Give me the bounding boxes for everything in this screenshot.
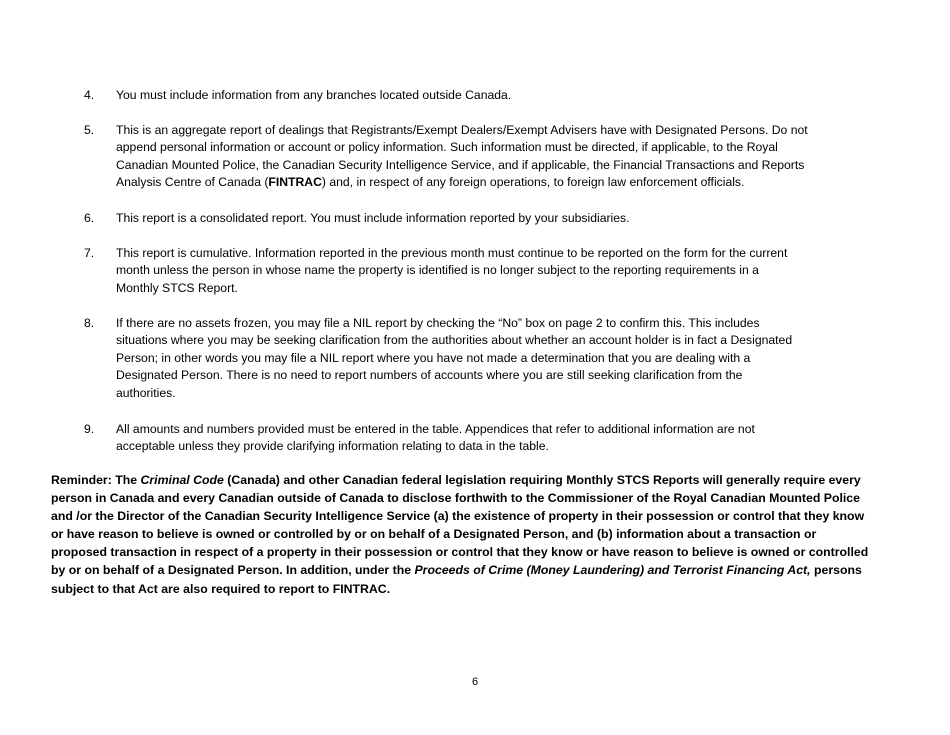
proceeds-of-crime-act-italic: Proceeds of Crime (Money Laundering) and Terrorist Financing Act, [414, 563, 811, 578]
item-number: 5. [84, 123, 95, 137]
fintrac-bold: FINTRAC [268, 175, 322, 190]
item-number: 4. [84, 88, 95, 102]
reminder-paragraph [51, 471, 901, 598]
item-text [116, 122, 874, 192]
reminder-text: (Canada) and other Canadian federal legislation requiring Monthly STCS Reports will generally require every person in Canada and every Canadian outside of Canada to disclose forthwith to the Commissioner of the Royal Canadian Mounted Police and /or the Director of the Canadian Security Intelligence Service (a) the existence of property in their possession or control that they know or have reason to believe is owned or controlled by or on behalf of a Designated Person, and (b) information about a transaction or proposed transaction in respect of a property in their possession or control that they know or have reason to believe is owned or controlled by or on behalf of a Designated Person. In addition, under the [51, 473, 869, 578]
item-number: 8. [84, 316, 95, 330]
list-item-9 [84, 421, 874, 456]
page-number: 6 [471, 676, 479, 688]
list-item-6 [84, 210, 874, 227]
list-item-8 [84, 315, 874, 402]
list-item-7 [84, 245, 874, 297]
item-number: 9. [84, 422, 95, 436]
item-text-part: This is an aggregate report of dealings that Registrants/Exempt Dealers/Exempt Advisers have with Designated Persons. Do not append personal information or account or policy information. Such information must be directed, if applicable, to the Royal Canadian Mounted Police, the Canadian Security Intelligence Service, and if applicable, the Financial Transactions and Reports Analysis Centre of Canada ( [116, 123, 808, 190]
item-number: 6. [84, 211, 95, 225]
list-item-4 [84, 87, 874, 104]
item-text: This report is a consolidated report. You must include information reported by your subsidiaries. [116, 211, 630, 225]
list-item-5 [84, 122, 874, 192]
reminder-text: Reminder: The [51, 473, 141, 487]
item-number: 7. [84, 246, 95, 260]
reminder-text: persons subject to that Act are also required to report to FINTRAC. [51, 563, 862, 596]
item-text: All amounts and numbers provided must be entered in the table. Appendices that refer to additional information are not acceptable unless they provide clarifying information relating to data in the table. [116, 422, 755, 454]
criminal-code-italic: Criminal Code [140, 473, 224, 487]
item-text: If there are no assets frozen, you may file a NIL report by checking the “No” box on page 2 to confirm this. This includes situations where you may be seeking clarification from the authorities about whether an account holder is in fact a Designated Person; in other words you may file a NIL report where you have not made a determination that you are dealing with a Designated Person. There is no need to report numbers of accounts where you are still seeking clarification from the authorities. [116, 316, 793, 400]
item-text-part: ) and, in respect of any foreign operations, to foreign law enforcement officials. [321, 175, 745, 190]
item-text: This report is cumulative. Information reported in the previous month must continue to be reported on the form for the current month unless the person in whose name the property is identified is no longer subject to the reporting requirements in a Monthly STCS Report. [116, 246, 788, 295]
item-text: You must include information from any branches located outside Canada. [116, 88, 512, 102]
